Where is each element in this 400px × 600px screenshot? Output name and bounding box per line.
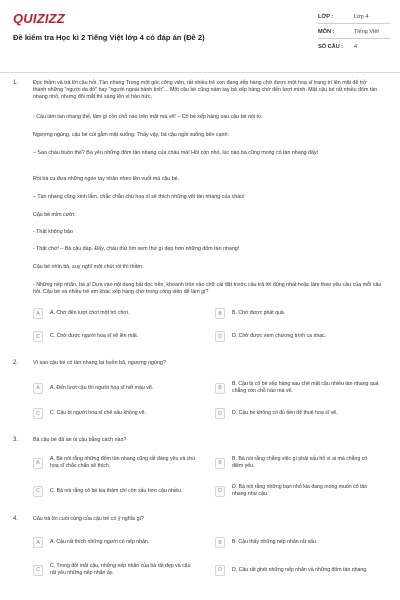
option-letter: A <box>33 308 43 319</box>
meta-divider <box>318 23 390 24</box>
answer-option-a[interactable] <box>33 534 197 551</box>
option-letter: D <box>215 565 225 576</box>
passage-line: - Thật không bảo <box>33 229 73 235</box>
passage-line: - Câu làm tan nhang thế, làm gì còn chỗ nào trên mặt mà vẽ! – Cô bé xếp hàng sau cậu bé nói to. <box>33 114 263 120</box>
option-letter: C <box>33 565 43 576</box>
question-text: Câu trả lời cuối cùng của cậu bé có ý nghĩa gì? <box>33 516 144 522</box>
option-letter: A <box>33 383 43 394</box>
answer-option-b[interactable] <box>215 377 379 399</box>
option-letter: C <box>33 486 43 497</box>
option-text: D. Cậu bé không có đủ tiền để thuê hoạ sĩ vẽ. <box>232 410 338 417</box>
option-letter: D <box>215 408 225 419</box>
meta-subject-label: MÔN : <box>318 29 335 35</box>
option-letter: B <box>215 308 225 319</box>
option-text: A. Cậu rất thích những người có nếp nhăn. <box>50 539 150 546</box>
meta-class-value: Lớp 4 <box>354 14 369 20</box>
question-number: 4. <box>13 516 19 522</box>
answer-option-d[interactable] <box>215 328 379 345</box>
option-text: C. Cậu bị người hoạ sĩ chê xấu không vẽ. <box>50 410 146 417</box>
answer-option-b[interactable] <box>215 305 379 322</box>
question-text: Đọc thầm và trả lời câu hỏi. Tàn nhang Trong một góc công viên, rất nhiều trẻ con đang xếp hàng chờ được một hoạ sĩ trang trí lên mặt để trở thành những "người da đỏ" hay "người ngoài hành tinh"... Một cậu bé cũng nám tay bà xếp hàng chờ đến lượt mình. Mặt cậu bé rất nhiều đốm tàn nhang nhỏ, nhưng đôi mắt thì sáng lên vì háo hức. <box>33 80 378 101</box>
option-text: D. Chờ được xem chương trình ca nhạc. <box>232 333 327 340</box>
option-letter: A <box>33 537 43 548</box>
option-text: B. Cậu bị cô bé xếp hàng sau chê mặt cậu nhiều tàn nhang quá chẳng còn chỗ nào mà vẽ. <box>232 381 379 394</box>
option-text: A. Bà nói rằng những đốm tàn nhang cũng rất đáng yêu và chú hoạ sĩ chắc chắn sẽ thích. <box>50 456 196 469</box>
answer-option-d[interactable] <box>215 480 379 502</box>
question-number: 3. <box>13 437 19 443</box>
question-number: 1. <box>13 80 19 86</box>
option-letter: C <box>33 408 43 419</box>
passage-line: Cậu bé nhìn bà, suy nghĩ một chút rồi thì thầm: <box>33 264 144 270</box>
meta-class-label: LỚP : <box>318 14 334 20</box>
answer-option-a[interactable] <box>33 305 197 322</box>
option-text: D. Cậu rất ghét những nếp nhăn và những đốm tàn nhang. <box>232 566 368 573</box>
passage-line: Rồi bà cụ đưa những ngón tay nhăn nheo lên vuốt má cậu bé. <box>33 176 180 182</box>
passage-line: Ngượng ngùng, cậu bé cúi gằm mặt xuống. Thấy vậy, bà cậu ngồi xuống bên cạnh: <box>33 132 229 138</box>
passage-line: – Tàn nhang cũng xinh lắm, chắc chắn chú hoạ sĩ sẽ thích những vết tàn nhang của cháu! <box>33 194 245 200</box>
option-letter: D <box>215 486 225 497</box>
option-text: A. Chờ đến lượt chơi một trò chơi. <box>50 310 130 317</box>
passage-line: - Thật chứ! – Bà cậu đáp. Đấy, cháu thử tìm xem thứ gì đẹp hơn những đốm tàn nhang! <box>33 246 240 252</box>
option-text: B. Bà nói rằng chẳng việc gì phải xấu hổ vì ai mà chẳng có điểm yếu. <box>232 456 368 469</box>
question-text: Vì sao cậu bé có tàn nhang lại buồn bã, ngượng ngùng? <box>33 360 166 366</box>
passage-line: Cậu bé mỉm cười: <box>33 212 76 218</box>
quizizz-logo: QUIZIZZ <box>13 11 65 26</box>
answer-option-c[interactable] <box>33 480 197 502</box>
worksheet-title: Đề kiểm tra Học kì 2 Tiếng Việt lớp 4 có đáp án (Đề 2) <box>13 33 205 42</box>
meta-subject-value: Tiếng Việt <box>354 29 379 35</box>
answer-option-d[interactable] <box>215 559 379 581</box>
passage-line: - Những nếp nhăn, bà ạ! Dựa vào nội dung bài đọc trên, khoanh tròn vào chữ cái đặt trước câu trả lời đúng nhất hoặc làm theo yêu cầu của mỗi câu hỏi. Câu bé và nhiều trẻ em khác xếp hàng chờ trong công viên để làm gì? <box>33 282 382 296</box>
option-letter: B <box>215 458 225 469</box>
worksheet-header <box>0 0 400 66</box>
answer-option-d[interactable] <box>215 405 379 422</box>
option-letter: A <box>33 458 43 469</box>
option-text: B. Chờ được phát quà. <box>232 310 286 317</box>
option-text: B. Cậu thấy những nếp nhăn rất xấu. <box>232 539 318 546</box>
question-text: Bà cậu bé đã an ủi cậu bằng cách nào? <box>33 437 127 443</box>
answer-option-c[interactable] <box>33 405 197 422</box>
answer-option-a[interactable] <box>33 452 197 474</box>
answer-option-a[interactable] <box>33 377 197 399</box>
answer-option-c[interactable] <box>33 559 197 581</box>
option-letter: D <box>215 331 225 342</box>
option-text: D. Bà nói rằng những bạn nhỏ kia đang mong muốn có tàn nhang như cậu. <box>232 484 368 497</box>
option-letter: C <box>33 331 43 342</box>
answer-option-b[interactable] <box>215 452 379 474</box>
meta-count-value: 4 <box>354 44 358 50</box>
option-text: C. Bà nói rằng cô bé kia thậm chí còn xấu hơn cậu nhiều. <box>50 487 183 494</box>
option-letter: B <box>215 537 225 548</box>
answer-option-c[interactable] <box>33 328 197 345</box>
question-number: 2. <box>13 360 19 366</box>
header-divider <box>0 72 400 73</box>
meta-count-label: SỐ CÂU : <box>318 44 344 50</box>
passage-line: – Sao cháu buồn thế? Bà yêu những đốm tàn nhang của cháu mà! Hồi còn nhỏ, lúc nào bà cũng mong có tàn nhang đấy! <box>33 150 319 156</box>
meta-divider <box>318 38 390 39</box>
option-text: C. Chờ được người hoạ sĩ vẽ lên mặt. <box>50 333 139 340</box>
answer-option-b[interactable] <box>215 534 379 551</box>
option-text: C. Trong đôi mắt cậu, những nếp nhăn của bà rất đẹp và cậu rất yêu những nếp nhăn ấy. <box>50 563 191 576</box>
option-letter: B <box>215 383 225 394</box>
option-text: A. Đến lượt cậu thì người hoạ sĩ hết màu vẽ. <box>50 384 154 391</box>
